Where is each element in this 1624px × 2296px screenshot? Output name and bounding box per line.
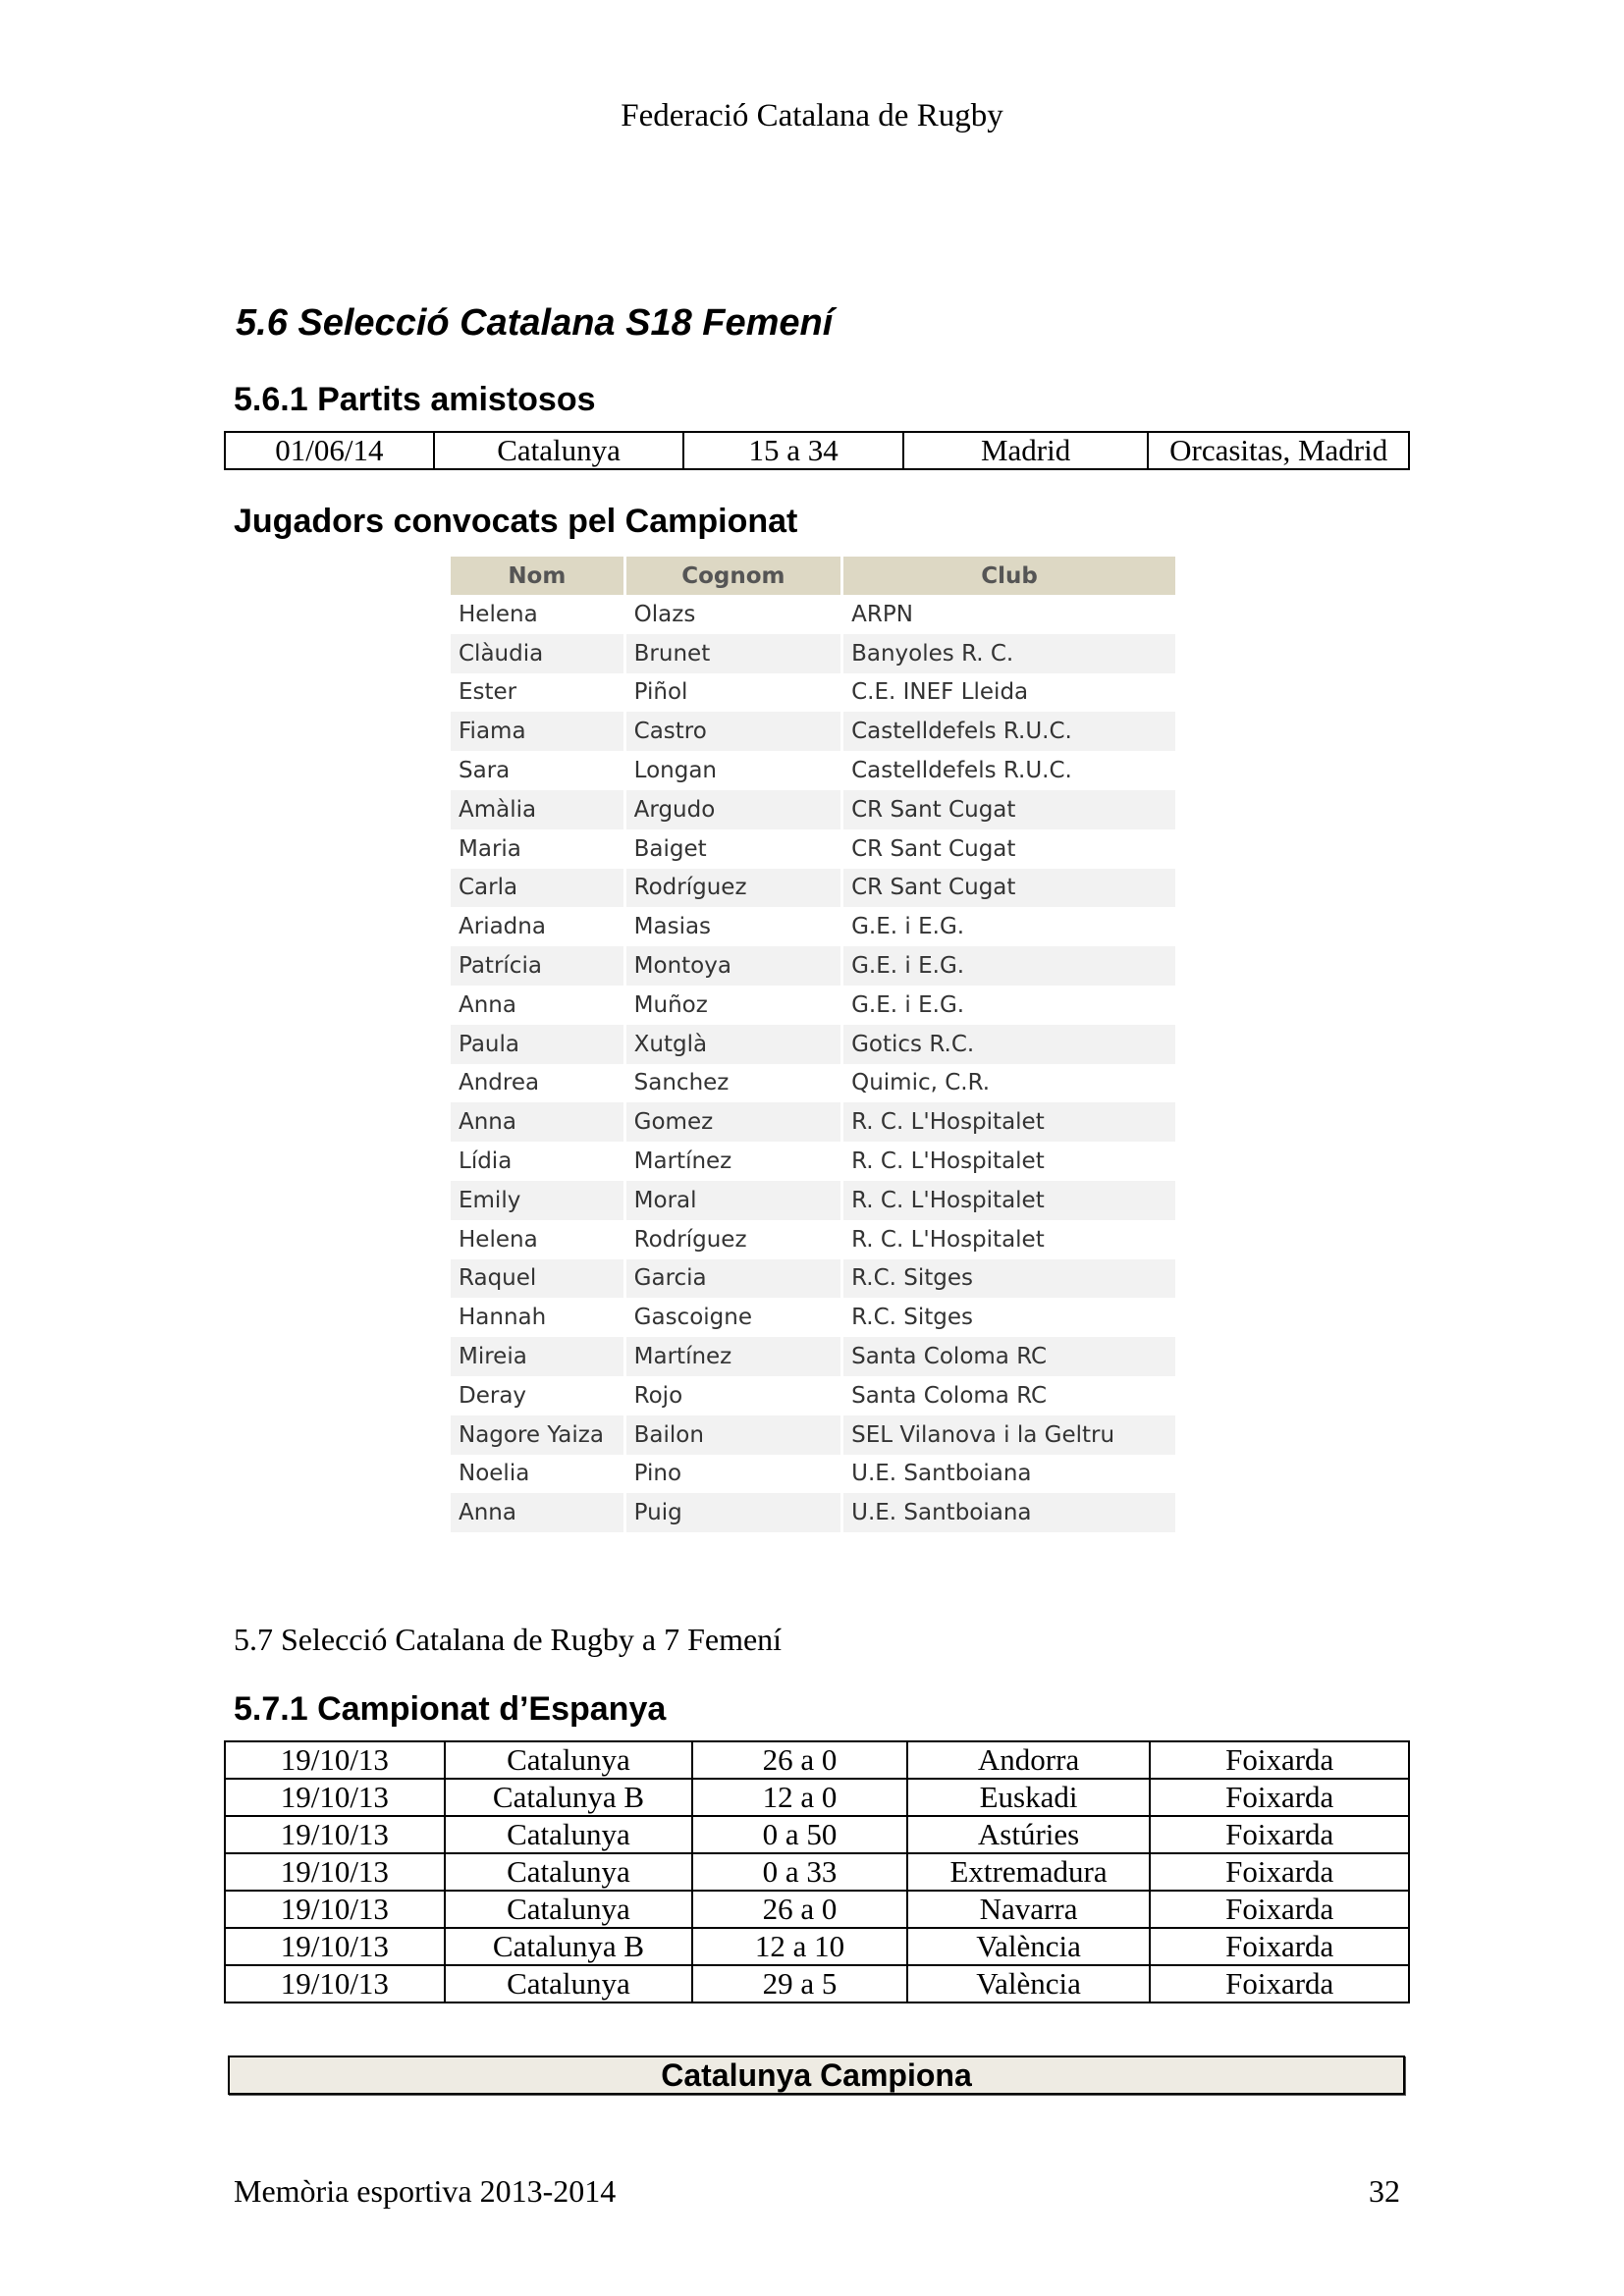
table-cell: Xutglà xyxy=(626,1025,840,1064)
table-cell: Castro xyxy=(626,712,840,751)
table-row xyxy=(451,1415,1175,1455)
col-header-club: Club xyxy=(843,557,1175,595)
table-cell: Andorra xyxy=(907,1741,1151,1779)
section-title: 5.6 Selecció Catalana S18 Femení xyxy=(236,302,834,344)
table-cell: Nagore Yaiza xyxy=(451,1415,623,1455)
table-cell: 12 a 0 xyxy=(692,1779,906,1816)
table-row xyxy=(451,869,1175,908)
table-cell: Masias xyxy=(633,914,712,940)
section2-title: 5.7 Selecció Catalana de Rugby a 7 Femení xyxy=(234,1622,783,1657)
table-row xyxy=(225,1816,1409,1853)
table-row xyxy=(451,986,1175,1025)
table-cell: Helena xyxy=(459,1226,538,1253)
table-cell: Pino xyxy=(633,1461,682,1487)
table-cell: Paula xyxy=(451,1025,623,1064)
table-cell: Bailon xyxy=(626,1415,840,1455)
table-cell: Fiama xyxy=(451,712,623,751)
table-cell: Extremadura xyxy=(907,1853,1151,1891)
table-cell: Garcia xyxy=(626,1259,840,1299)
table-cell: Foixarda xyxy=(1150,1891,1409,1928)
table-cell: Mireia xyxy=(451,1337,623,1376)
table-row xyxy=(451,673,1175,713)
table-cell: Foixarda xyxy=(1150,1928,1409,1965)
table-cell: ARPN xyxy=(851,601,913,627)
table-cell: 12 a 10 xyxy=(692,1928,906,1965)
champion-banner: Catalunya Campiona xyxy=(228,2056,1405,2095)
table-cell: Catalunya xyxy=(445,1965,693,2002)
table-row xyxy=(225,1928,1409,1965)
table-cell: 19/10/13 xyxy=(225,1816,445,1853)
table-cell: 19/10/13 xyxy=(225,1891,445,1928)
table-cell: Longan xyxy=(633,758,717,784)
table-cell: 26 a 0 xyxy=(692,1891,906,1928)
table-cell: CR Sant Cugat xyxy=(843,869,1175,908)
table-row xyxy=(451,907,1175,946)
table-cell: Clàudia xyxy=(451,634,623,673)
table-cell: R.C. Sitges xyxy=(851,1305,974,1331)
table-row xyxy=(451,1337,1175,1376)
table-cell: Amàlia xyxy=(451,790,623,829)
table-cell: R.C. Sitges xyxy=(843,1259,1175,1299)
table-cell: Catalunya xyxy=(434,432,684,469)
table-cell: Orcasitas, Madrid xyxy=(1148,432,1409,469)
table-cell: Gomez xyxy=(626,1102,840,1142)
footer-title: Memòria esportiva 2013-2014 xyxy=(234,2173,617,2209)
table-cell: 19/10/13 xyxy=(225,1965,445,2002)
table-row xyxy=(225,432,1409,469)
table-cell: Olazs xyxy=(633,601,696,627)
table-cell: Brunet xyxy=(626,634,840,673)
table-row xyxy=(225,1891,1409,1928)
table-cell: Foixarda xyxy=(1150,1853,1409,1891)
table-cell: Foixarda xyxy=(1150,1816,1409,1853)
table-cell: C.E. INEF Lleida xyxy=(851,679,1029,706)
table-row xyxy=(451,1102,1175,1142)
table-cell: U.E. Santboiana xyxy=(843,1493,1175,1532)
table-cell: Raquel xyxy=(451,1259,623,1299)
table-cell: Castelldefels R.U.C. xyxy=(851,758,1072,784)
table-cell: Anna xyxy=(451,1102,623,1142)
table-cell: Catalunya B xyxy=(445,1928,693,1965)
table-cell: Ester xyxy=(459,679,517,706)
table-cell: Carla xyxy=(451,869,623,908)
table-cell: 19/10/13 xyxy=(225,1853,445,1891)
col-header-cognom: Cognom xyxy=(626,557,840,595)
table-cell: Catalunya xyxy=(445,1816,693,1853)
table-cell: Madrid xyxy=(903,432,1149,469)
table-cell: Noelia xyxy=(459,1461,530,1487)
col-header-nom: Nom xyxy=(451,557,623,595)
table-cell: Argudo xyxy=(626,790,840,829)
table-cell: 19/10/13 xyxy=(225,1741,445,1779)
table-cell: Rodríguez xyxy=(633,1226,747,1253)
table-cell: Foixarda xyxy=(1150,1779,1409,1816)
table-row xyxy=(451,1493,1175,1532)
table-cell: Montoya xyxy=(626,946,840,986)
table-cell: València xyxy=(907,1928,1151,1965)
table-cell: Castelldefels R.U.C. xyxy=(843,712,1175,751)
table-cell: SEL Vilanova i la Geltru xyxy=(843,1415,1175,1455)
squad-table xyxy=(448,557,1178,1532)
table-row xyxy=(451,751,1175,790)
table-row xyxy=(451,1455,1175,1494)
table-cell: G.E. i E.G. xyxy=(843,946,1175,986)
table-cell: Moral xyxy=(626,1181,840,1220)
table-cell: CR Sant Cugat xyxy=(843,790,1175,829)
table-cell: Catalunya xyxy=(445,1741,693,1779)
table-cell: Foixarda xyxy=(1150,1741,1409,1779)
table-cell: R. C. L'Hospitalet xyxy=(851,1148,1045,1175)
table-row xyxy=(451,946,1175,986)
table-cell: Emily xyxy=(451,1181,623,1220)
table-cell: Foixarda xyxy=(1150,1965,1409,2002)
table-cell: Navarra xyxy=(907,1891,1151,1928)
table-row xyxy=(451,1376,1175,1415)
table-cell: R. C. L'Hospitalet xyxy=(843,1181,1175,1220)
page-number: 32 xyxy=(1369,2173,1400,2209)
table-cell: R. C. L'Hospitalet xyxy=(851,1226,1045,1253)
table-cell: Sara xyxy=(459,758,511,784)
table-row xyxy=(451,1064,1175,1103)
table-cell: Gascoigne xyxy=(633,1305,752,1331)
table-cell: Astúries xyxy=(907,1816,1151,1853)
table-cell: Santa Coloma RC xyxy=(851,1382,1048,1409)
table-cell: Euskadi xyxy=(907,1779,1151,1816)
championship-table xyxy=(224,1740,1410,2003)
table-cell: 0 a 33 xyxy=(692,1853,906,1891)
table-cell: Maria xyxy=(459,835,521,862)
table-row xyxy=(451,634,1175,673)
table-cell: Catalunya xyxy=(445,1853,693,1891)
table-row xyxy=(451,1025,1175,1064)
table-cell: Catalunya xyxy=(445,1891,693,1928)
table-cell: 26 a 0 xyxy=(692,1741,906,1779)
table-row xyxy=(451,829,1175,869)
table-cell: 15 a 34 xyxy=(683,432,902,469)
table-cell: València xyxy=(907,1965,1151,2002)
table-cell: G.E. i E.G. xyxy=(851,991,965,1018)
table-cell: Patrícia xyxy=(451,946,623,986)
table-cell: CR Sant Cugat xyxy=(851,835,1016,862)
table-cell: 01/06/14 xyxy=(225,432,434,469)
table-row xyxy=(451,1298,1175,1337)
table-cell: Quimic, C.R. xyxy=(851,1070,991,1096)
table-cell: Martínez xyxy=(626,1337,840,1376)
table-cell: Lídia xyxy=(459,1148,513,1175)
table-cell: Anna xyxy=(459,991,516,1018)
table-cell: Helena xyxy=(459,601,538,627)
table-cell: 19/10/13 xyxy=(225,1928,445,1965)
table-cell: Andrea xyxy=(459,1070,540,1096)
table-cell: Ariadna xyxy=(459,914,546,940)
table-cell: Rodríguez xyxy=(626,869,840,908)
table-row xyxy=(451,1220,1175,1259)
table-cell: Puig xyxy=(626,1493,840,1532)
table-cell: Banyoles R. C. xyxy=(843,634,1175,673)
table-cell: Muñoz xyxy=(633,991,708,1018)
page-header: Federació Catalana de Rugby xyxy=(621,98,1003,133)
table-row xyxy=(225,1965,1409,2002)
table-cell: U.E. Santboiana xyxy=(851,1461,1032,1487)
table-cell: 0 a 50 xyxy=(692,1816,906,1853)
table-row xyxy=(451,712,1175,751)
table-cell: Martínez xyxy=(633,1148,732,1175)
table-cell: Rojo xyxy=(633,1382,683,1409)
table-cell: Catalunya B xyxy=(445,1779,693,1816)
table-cell: Gotics R.C. xyxy=(843,1025,1175,1064)
table-row xyxy=(225,1779,1409,1816)
table-row xyxy=(225,1741,1409,1779)
table-row xyxy=(451,1181,1175,1220)
table-cell: Baiget xyxy=(633,835,707,862)
squad-title: Jugadors convocats pel Campionat xyxy=(234,503,798,540)
table-cell: Deray xyxy=(459,1382,527,1409)
table-cell: 19/10/13 xyxy=(225,1779,445,1816)
table-cell: Sanchez xyxy=(633,1070,730,1096)
friendly-table xyxy=(224,431,1410,470)
friendly-title: 5.6.1 Partits amistosos xyxy=(234,381,596,418)
table-row xyxy=(451,1259,1175,1299)
table-row xyxy=(451,1142,1175,1181)
table-cell: G.E. i E.G. xyxy=(851,914,965,940)
table-cell: R. C. L'Hospitalet xyxy=(843,1102,1175,1142)
table-cell: 29 a 5 xyxy=(692,1965,906,2002)
table-row xyxy=(451,790,1175,829)
table-row xyxy=(451,595,1175,634)
championship-title: 5.7.1 Campionat d’Espanya xyxy=(234,1690,667,1728)
table-cell: Anna xyxy=(451,1493,623,1532)
table-cell: Hannah xyxy=(459,1305,547,1331)
table-cell: Santa Coloma RC xyxy=(843,1337,1175,1376)
table-row xyxy=(225,1853,1409,1891)
table-cell: Piñol xyxy=(633,679,688,706)
